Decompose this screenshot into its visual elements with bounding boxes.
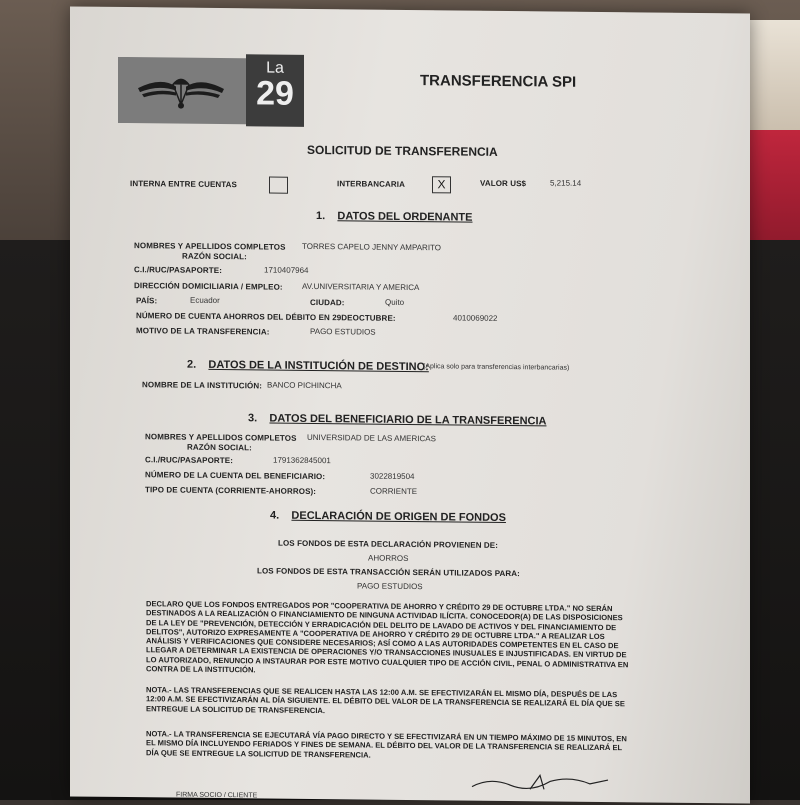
ordenante-direccion-value: AV.UNIVERSITARIA Y AMERICA [302, 281, 420, 293]
beneficiario-nombres-label: NOMBRES Y APELLIDOS COMPLETOS [145, 432, 297, 443]
ordenante-razon-label: RAZÓN SOCIAL: [182, 251, 247, 262]
valor-label: VALOR US$ [480, 178, 527, 189]
ordenante-nombres-value: TORRES CAPELO JENNY AMPARITO [302, 241, 441, 253]
fondos-utilizados-value: PAGO ESTUDIOS [357, 581, 423, 592]
declaracion-paragraph: DECLARO QUE LOS FONDOS ENTREGADOS POR "COOPERATIVA DE AHORRO Y CRÉDITO 29 DE OCTUBRE LTDA." NO SERÁN DESTINADOS A LA REALIZACIÓN O FINANCIAMIENTO DE NINGUNA ACTIVIDAD ILÍCITA. CONOCEDOR(A) DE LAS DISPOSICIONES DE LA LEY DE "PREVENCIÓN, DETECCIÓN Y ERRADICACIÓN DEL DELITO DE LAVADO DE ACTIVOS Y DEL FINANCIAMIENTO DE DELITOS", AUTORIZO EXPRESAMENTE A "COOPERATIVA DE AHORRO Y CRÉDITO 29 DE OCTUBRE LTDA." A REALIZAR LOS ANÁLISIS Y VERIFICACIONES QUE CONSIDERE NECESARIOS; ASÍ COMO A LAS AUTORIDADES COMPETENTES EN EL CASO DE LLEGAR A DETERMINAR LA EXISTENCIA DE OPERACIONES Y/O TRANSACCIONES INUSUALES E INJUSTIFICADAS. EN VIRTUD DE LO AUTORIZADO, RENUNCIO A INSTAURAR POR ESTE MOTIVO CUALQUIER TIPO DE ACCIÓN CIVIL, PENAL O ADMINISTRATIVA EN CONTRA DE LA INSTITUCIÓN. [146, 599, 629, 675]
logo-text-la: La [266, 59, 284, 77]
ordenante-cuenta-label: NÚMERO DE CUENTA AHORROS DEL DÉBITO EN 29DEOCTUBRE: [136, 311, 396, 323]
page-title: TRANSFERENCIA SPI [420, 72, 577, 91]
beneficiario-ci-value: 1791362845001 [273, 455, 331, 466]
fondos-utilizados-label: LOS FONDOS DE ESTA TRANSACCIÓN SERÁN UTILIZADOS PARA: [257, 566, 520, 579]
beneficiario-nombres-value: UNIVERSIDAD DE LAS AMERICAS [307, 432, 436, 444]
section2-title: DATOS DE LA INSTITUCIÓN DE DESTINO: [208, 358, 429, 374]
ordenante-ci-value: 1710407964 [264, 265, 309, 275]
nota1-paragraph: NOTA.- LAS TRANSFERENCIAS QUE SE REALICEN HASTA LAS 12:00 A.M. SE EFECTIVIZARÁN EL MISMO DÍA, DESPUÉS DE LAS 12:00 A.M. SE EFECTIVIZARÁN AL DÍA SIGUIENTE. EL DÉBITO DEL VALOR DE LA TRANSFERENCIA SE REALIZARÁ EL DÍA QUE SE ENTREGUE LA SOLICITUD DE TRANSFERENCIA. [146, 685, 625, 715]
beneficiario-ci-label: C.I./RUC/PASAPORTE: [145, 455, 233, 466]
ordenante-cuenta-value: 4010069022 [453, 313, 498, 323]
ordenante-ciudad-label: CIUDAD: [310, 297, 345, 308]
section3-title: DATOS DEL BENEFICIARIO DE LA TRANSFERENCIA [269, 412, 547, 428]
form-subtitle: SOLICITUD DE TRANSFERENCIA [307, 142, 498, 159]
wings-parachute-icon [136, 70, 226, 111]
interna-checkbox[interactable] [269, 177, 288, 194]
transfer-form-paper [70, 6, 750, 803]
beneficiario-cuenta-label: NÚMERO DE LA CUENTA DEL BENEFICIARIO: [145, 470, 326, 482]
beneficiario-razon-label: RAZÓN SOCIAL: [187, 442, 252, 453]
logo-text-29: 29 [256, 74, 294, 113]
interna-label: INTERNA ENTRE CUENTAS [130, 179, 237, 190]
institucion-value: BANCO PICHINCHA [267, 380, 342, 391]
beneficiario-cuenta-value: 3022819504 [370, 471, 415, 482]
section4-heading [270, 510, 506, 524]
beneficiario-tipo-value: CORRIENTE [370, 486, 418, 497]
section1-number: 1. [316, 210, 326, 223]
signature-scribble [470, 771, 610, 792]
ordenante-motivo-label: MOTIVO DE LA TRANSFERENCIA: [136, 326, 270, 337]
interbancaria-label: INTERBANCARIA [337, 179, 405, 189]
valor-value: 5,215.14 [550, 178, 582, 188]
ordenante-ci-label: C.I./RUC/PASAPORTE: [134, 265, 222, 276]
interbancaria-checkbox[interactable]: X [432, 176, 451, 193]
ordenante-ciudad-value: Quito [385, 297, 405, 307]
fondos-provienen-value: AHORROS [368, 553, 409, 563]
ordenante-motivo-value: PAGO ESTUDIOS [310, 326, 376, 337]
beneficiario-tipo-label: TIPO DE CUENTA (CORRIENTE-AHORROS): [145, 485, 317, 497]
ordenante-pais-value: Ecuador [190, 295, 220, 306]
fondos-provienen-label: LOS FONDOS DE ESTA DECLARACIÓN PROVIENEN DE: [278, 538, 498, 550]
logo-la29 [246, 54, 304, 127]
section1-title: DATOS DEL ORDENANTE [337, 210, 473, 224]
ordenante-nombres-label: NOMBRES Y APELLIDOS COMPLETOS [134, 241, 286, 252]
section4-number: 4. [270, 509, 280, 522]
section2-note: (Aplica solo para transferencias interbancarias) [423, 363, 570, 372]
section2-number: 2. [187, 358, 197, 371]
institucion-label: NOMBRE DE LA INSTITUCIÓN: [142, 380, 262, 391]
nota2-paragraph: NOTA.- LA TRANSFERENCIA SE EJECUTARÁ VÍA PAGO DIRECTO Y SE EFECTIVIZARÁ EN UN TIEMPO MÁXIMO DE 15 MINUTOS, EN EL MISMO DÍA INCLUYENDO FERIADOS Y FINES DE SEMANA. EL DÉBITO DEL VALOR DE LA TRANSFERENCIA SE REALIZARÁ EL DÍA QUE SE ENTREGUE LA SOLICITUD DE TRANSFERENCIA. [146, 729, 627, 760]
section1-heading [316, 210, 473, 224]
section3-number: 3. [248, 412, 258, 425]
ordenante-direccion-label: DIRECCIÓN DOMICILIARIA / EMPLEO: [134, 281, 283, 292]
section3-heading [248, 412, 546, 427]
section2-heading [187, 359, 429, 374]
ordenante-pais-label: PAÍS: [136, 296, 158, 306]
firma-label: FIRMA SOCIO / CLIENTE [176, 791, 258, 800]
section4-title: DECLARACIÓN DE ORIGEN DE FONDOS [291, 509, 506, 525]
